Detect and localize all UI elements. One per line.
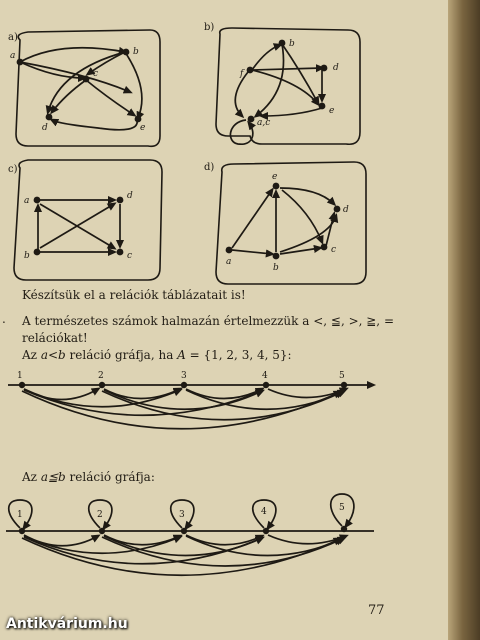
node-label: b [273,263,279,273]
node-label: 3 [181,371,187,381]
edge [232,190,272,248]
node [123,49,130,56]
node-label: e [329,106,335,116]
edge [24,536,180,553]
lt-caption [22,348,292,362]
node-label: e [272,172,278,182]
node-label: a [24,196,30,206]
panel-a [8,30,160,146]
task-number: . [2,312,6,326]
node [117,249,124,256]
node-label: a [226,257,232,267]
node-label: e [140,123,146,133]
panel-d [204,162,366,284]
node-label: b [133,47,139,57]
node [181,382,187,388]
panel-b-frame [216,28,360,144]
node-label: 2 [97,510,103,520]
node [83,76,90,83]
node [19,382,25,388]
node [135,116,142,123]
node [181,528,187,534]
node-label: 4 [262,371,268,381]
node-label: b [24,251,30,261]
node-label: a,c [257,118,271,128]
node-label: c [93,69,99,79]
edge [256,44,284,116]
node-label: 1 [17,510,23,520]
edge [186,390,344,409]
edge [280,216,336,252]
caption-text: Az [22,470,41,484]
node-label: 3 [179,510,185,520]
edge [252,68,322,70]
panel-c [8,160,162,280]
node-label: c [127,251,133,261]
node-label: 2 [98,371,104,381]
node-label: a [10,51,16,61]
edge [262,108,322,116]
edge [232,250,272,254]
node-label: d [333,63,339,73]
node [273,183,280,190]
node [248,116,255,123]
caption-text: = {1, 2, 3, 4, 5}: [185,348,292,362]
node [19,528,25,534]
edge [280,248,320,254]
node [117,197,124,204]
panel-b [204,22,360,144]
node [46,114,53,121]
caption-text: reláció gráfja, ha [65,348,178,362]
edge [186,389,262,399]
edge [125,52,142,118]
graph-less-than [8,371,373,429]
panel-b-label: b) [204,22,215,33]
node [334,206,341,213]
panel-d-frame [216,162,366,284]
node [263,528,269,534]
node [263,382,269,388]
caption-relation: a≦b [40,470,66,484]
node-label: 5 [339,503,345,513]
panel-c-label: c) [8,164,18,175]
loop [230,120,252,144]
node-label: c [331,245,337,255]
node [99,382,105,388]
watermark: Antikvárium.hu [6,616,128,632]
panel-a-label: a) [8,32,18,43]
node [279,40,286,47]
node [341,382,347,388]
edge [282,44,318,103]
graph-less-equal [6,494,374,575]
node-label: 5 [339,371,345,381]
node [319,103,326,110]
node-label: 4 [261,507,267,517]
node [226,247,233,254]
edge [252,45,280,70]
node [273,253,280,260]
node [341,526,347,532]
edge [186,536,344,556]
node [99,528,105,534]
task-line-1: A természetes számok halmazán értelmezzük a <, ≦, >, ≧, = [22,314,394,328]
edge [52,120,137,130]
node [17,59,24,66]
node-label: d [42,123,48,133]
le-caption [22,470,155,484]
task-line-2: relációkat! [22,331,88,345]
node [34,249,41,256]
node-label: d [343,205,349,215]
caption-set: A [177,348,186,362]
edge [282,190,322,242]
page-number: 77 [368,603,385,618]
node-label: f [240,69,244,79]
caption-text: Az [22,348,41,362]
node-label: d [127,191,133,201]
node [321,244,328,251]
caption-text: reláció gráfja: [65,470,155,484]
node [247,67,254,74]
edge [52,80,86,112]
panel-d-label: d) [204,162,215,173]
node [34,197,41,204]
node-label: 1 [17,371,23,381]
node-label: b [289,39,295,49]
instruction-text: Készítsük el a relációk táblázatait is! [22,288,246,302]
edge [326,214,334,246]
node [321,65,328,72]
caption-relation: a<b [40,348,66,362]
